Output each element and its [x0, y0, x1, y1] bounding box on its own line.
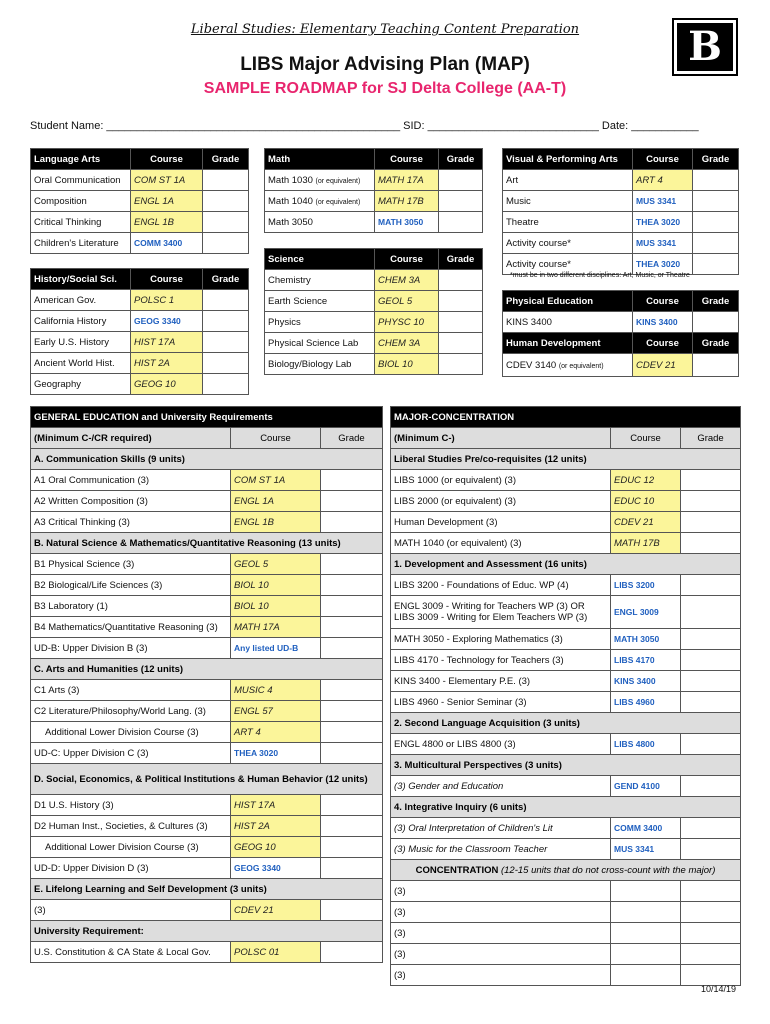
section-header: MAJOR-CONCENTRATION	[391, 407, 741, 428]
course-cell: THEA 3020	[633, 254, 693, 275]
section-header: GENERAL EDUCATION and University Requirements	[31, 407, 383, 428]
req-name	[265, 170, 375, 191]
req-name: Human Development (3)	[391, 512, 611, 533]
req-name: LIBS 1000 (or equivalent) (3)	[391, 470, 611, 491]
grade-cell[interactable]	[439, 170, 483, 191]
grade-cell[interactable]	[681, 902, 741, 923]
course-cell: COM ST 1A	[131, 170, 203, 191]
req-name: Geography	[31, 374, 131, 395]
col-header: Visual & Performing Arts	[503, 149, 633, 170]
page-title: LIBS Major Advising Plan (MAP)	[240, 54, 530, 75]
req-label: CDEV 3140	[506, 359, 557, 371]
course-cell: CHEM 3A	[375, 270, 439, 291]
req-name	[265, 191, 375, 212]
grade-cell[interactable]	[203, 374, 249, 395]
req-name: MATH 3050 - Exploring Mathematics (3)	[391, 629, 611, 650]
general-education-table	[30, 406, 383, 963]
course-cell: MUSIC 4	[231, 680, 321, 701]
grade-cell[interactable]	[681, 944, 741, 965]
course-cell: POLSC 1	[131, 290, 203, 311]
req-name: ENGL 4800 or LIBS 4800 (3)	[391, 734, 611, 755]
col-header: Grade	[693, 333, 739, 354]
grade-cell[interactable]	[321, 512, 383, 533]
course-cell[interactable]	[611, 965, 681, 986]
col-header: Grade	[321, 428, 383, 449]
grade-cell[interactable]	[681, 734, 741, 755]
req-label: Math 1030	[268, 174, 313, 186]
course-cell: GEOL 5	[375, 291, 439, 312]
concentration-heading	[391, 860, 741, 881]
req-name: Additional Lower Division Course (3)	[31, 722, 231, 743]
grade-cell[interactable]	[321, 554, 383, 575]
course-cell: HIST 17A	[131, 332, 203, 353]
course-cell: HIST 17A	[231, 795, 321, 816]
req-name	[391, 596, 611, 629]
course-cell: CDEV 21	[231, 900, 321, 921]
req-name: D1 U.S. History (3)	[31, 795, 231, 816]
grade-cell[interactable]	[203, 170, 249, 191]
footer-date: 10/14/19	[700, 984, 736, 994]
course-cell: MATH 17A	[231, 617, 321, 638]
course-cell[interactable]	[611, 881, 681, 902]
grade-cell[interactable]	[321, 816, 383, 837]
col-header: Course	[633, 291, 693, 312]
course-cell: MATH 3050	[611, 629, 681, 650]
course-cell: LIBS 4170	[611, 650, 681, 671]
req-name: Physics	[265, 312, 375, 333]
course-cell: MATH 17B	[611, 533, 681, 554]
course-cell: PHYSC 10	[375, 312, 439, 333]
course-cell: ART 4	[231, 722, 321, 743]
col-header: Math	[265, 149, 375, 170]
course-cell: ENGL 1A	[131, 191, 203, 212]
grade-cell[interactable]	[681, 491, 741, 512]
req-name: (3) Oral Interpretation of Children's Lit	[391, 818, 611, 839]
course-cell: MATH 3050	[375, 212, 439, 233]
course-cell[interactable]	[611, 902, 681, 923]
grade-cell[interactable]	[681, 575, 741, 596]
req-name: A3 Critical Thinking (3)	[31, 512, 231, 533]
course-cell: KINS 3400	[633, 312, 693, 333]
course-cell: ENGL 57	[231, 701, 321, 722]
course-cell: MUS 3341	[611, 839, 681, 860]
course-cell: ENGL 1A	[231, 491, 321, 512]
grade-cell[interactable]	[693, 312, 739, 333]
req-name: B2 Biological/Life Sciences (3)	[31, 575, 231, 596]
grade-cell[interactable]	[321, 638, 383, 659]
col-header: Grade	[681, 428, 741, 449]
req-name: Theatre	[503, 212, 633, 233]
section-heading: E. Lifelong Learning and Self Development (3 units)	[31, 879, 383, 900]
grade-cell[interactable]	[439, 212, 483, 233]
grade-cell[interactable]	[681, 470, 741, 491]
grade-cell[interactable]	[439, 270, 483, 291]
grade-cell[interactable]	[681, 533, 741, 554]
grade-cell[interactable]	[693, 212, 739, 233]
section-heading: A. Communication Skills (9 units)	[31, 449, 383, 470]
course-cell: HIST 2A	[131, 353, 203, 374]
req-name: Composition	[31, 191, 131, 212]
course-cell: ENGL 1B	[131, 212, 203, 233]
req-name: B1 Physical Science (3)	[31, 554, 231, 575]
pe-hd-table	[502, 290, 739, 377]
program-title: Liberal Studies: Elementary Teaching Content Preparation	[190, 22, 580, 37]
col-header: Science	[265, 249, 375, 270]
grade-cell[interactable]	[203, 212, 249, 233]
course-cell: LIBS 4800	[611, 734, 681, 755]
course-cell: LIBS 4960	[611, 692, 681, 713]
col-header: Physical Education	[503, 291, 633, 312]
course-cell: THEA 3020	[633, 212, 693, 233]
course-cell: Any listed UD-B	[231, 638, 321, 659]
req-name: U.S. Constitution & CA State & Local Gov.	[31, 942, 231, 963]
grade-cell[interactable]	[203, 353, 249, 374]
section-heading: 1. Development and Assessment (16 units)	[391, 554, 741, 575]
section-heading: University Requirement:	[31, 921, 383, 942]
logo-letter: B	[688, 23, 722, 70]
grade-cell[interactable]	[321, 900, 383, 921]
course-cell: EDUC 12	[611, 470, 681, 491]
min-label: (Minimum C-)	[391, 428, 611, 449]
section-heading: Liberal Studies Pre/co-requisites (12 units)	[391, 449, 741, 470]
req-name: Math 3050	[265, 212, 375, 233]
grade-cell[interactable]	[693, 233, 739, 254]
req-name: UD-D: Upper Division D (3)	[31, 858, 231, 879]
grade-cell[interactable]	[203, 332, 249, 353]
req-name: Additional Lower Division Course (3)	[31, 837, 231, 858]
req-name: (3)	[391, 944, 611, 965]
grade-cell[interactable]	[439, 191, 483, 212]
grade-cell[interactable]	[439, 291, 483, 312]
req-name: Early U.S. History	[31, 332, 131, 353]
page-subtitle: SAMPLE ROADMAP for SJ Delta College (AA-T)	[203, 80, 567, 97]
req-note: (or equivalent)	[558, 362, 604, 370]
section-heading: D. Social, Economics, & Political Institutions & Human Behavior (12 units)	[31, 764, 383, 795]
grade-cell[interactable]	[439, 354, 483, 375]
req-name	[503, 354, 633, 377]
req-name: LIBS 4960 - Senior Seminar (3)	[391, 692, 611, 713]
course-cell: COM ST 1A	[231, 470, 321, 491]
req-name: Activity course*	[503, 233, 633, 254]
req-line: ENGL 3009 - Writing for Teachers WP (3) OR	[394, 601, 585, 612]
req-name: Chemistry	[265, 270, 375, 291]
grade-cell[interactable]	[681, 818, 741, 839]
req-note: (or equivalent)	[315, 177, 361, 185]
vpa-note: *must be in two different disciplines: Art, Music, or Theatre	[510, 272, 690, 279]
course-cell: BIOL 10	[375, 354, 439, 375]
req-note: (or equivalent)	[315, 198, 361, 206]
col-header: Grade	[203, 149, 249, 170]
req-name: Children's Literature	[31, 233, 131, 254]
req-name: Oral Communication	[31, 170, 131, 191]
course-cell: BIOL 10	[231, 575, 321, 596]
req-name: Physical Science Lab	[265, 333, 375, 354]
course-cell: MUS 3341	[633, 233, 693, 254]
col-header: Grade	[203, 269, 249, 290]
col-header: Course	[611, 428, 681, 449]
course-cell: HIST 2A	[231, 816, 321, 837]
grade-cell[interactable]	[203, 191, 249, 212]
course-cell: ENGL 1B	[231, 512, 321, 533]
course-cell: MATH 17A	[375, 170, 439, 191]
grade-cell[interactable]	[681, 881, 741, 902]
section-heading: 2. Second Language Acquisition (3 units)	[391, 713, 741, 734]
req-name: C1 Arts (3)	[31, 680, 231, 701]
course-cell[interactable]	[611, 923, 681, 944]
grade-cell[interactable]	[321, 596, 383, 617]
grade-cell[interactable]	[693, 354, 739, 377]
grade-cell[interactable]	[681, 923, 741, 944]
req-name: A1 Oral Communication (3)	[31, 470, 231, 491]
student-info-line: Student Name: ________________________________________________ SID: ____________________________ Date: ___________	[30, 120, 699, 132]
req-name: California History	[31, 311, 131, 332]
req-name: UD-B: Upper Division B (3)	[31, 638, 231, 659]
course-cell: GEOG 10	[131, 374, 203, 395]
concentration-label: CONCENTRATION	[415, 864, 499, 876]
grade-cell[interactable]	[321, 722, 383, 743]
science-table	[264, 248, 483, 375]
course-cell: LIBS 3200	[611, 575, 681, 596]
major-concentration-table	[390, 406, 741, 986]
grade-cell[interactable]	[693, 191, 739, 212]
concentration-note: (12-15 units that do not cross-count with the major)	[500, 864, 716, 876]
course-cell: POLSC 01	[231, 942, 321, 963]
req-name: American Gov.	[31, 290, 131, 311]
min-label: (Minimum C-/CR required)	[31, 428, 231, 449]
col-header: Course	[375, 149, 439, 170]
req-name: LIBS 3200 - Foundations of Educ. WP (4)	[391, 575, 611, 596]
grade-cell[interactable]	[321, 680, 383, 701]
course-cell: THEA 3020	[231, 743, 321, 764]
grade-cell[interactable]	[681, 629, 741, 650]
req-name: Ancient World Hist.	[31, 353, 131, 374]
req-line: LIBS 3009 - Writing for Elem Teachers WP (3)	[394, 612, 588, 623]
req-name: (3) Music for the Classroom Teacher	[391, 839, 611, 860]
req-name: Art	[503, 170, 633, 191]
math-table	[264, 148, 483, 233]
grade-cell[interactable]	[203, 290, 249, 311]
course-cell[interactable]	[611, 944, 681, 965]
grade-cell[interactable]	[321, 617, 383, 638]
grade-cell[interactable]	[203, 233, 249, 254]
section-heading: 3. Multicultural Perspectives (3 units)	[391, 755, 741, 776]
col-header: History/Social Sci.	[31, 269, 131, 290]
grade-cell[interactable]	[203, 311, 249, 332]
course-cell: ENGL 3009	[611, 596, 681, 629]
col-header: Course	[131, 269, 203, 290]
grade-cell[interactable]	[321, 470, 383, 491]
req-name: Biology/Biology Lab	[265, 354, 375, 375]
grade-cell[interactable]	[321, 858, 383, 879]
course-cell: GEND 4100	[611, 776, 681, 797]
col-header: Grade	[693, 291, 739, 312]
grade-cell[interactable]	[681, 692, 741, 713]
grade-cell[interactable]	[321, 701, 383, 722]
col-header: Course	[231, 428, 321, 449]
col-header: Language Arts	[31, 149, 131, 170]
req-label: Math 1040	[268, 195, 313, 207]
req-name: LIBS 4170 - Technology for Teachers (3)	[391, 650, 611, 671]
col-header: Course	[375, 249, 439, 270]
section-heading: B. Natural Science & Mathematics/Quantitative Reasoning (13 units)	[31, 533, 383, 554]
grade-cell[interactable]	[321, 491, 383, 512]
req-name: (3) Gender and Education	[391, 776, 611, 797]
course-cell: MUS 3341	[633, 191, 693, 212]
req-name: Critical Thinking	[31, 212, 131, 233]
req-name: KINS 3400	[503, 312, 633, 333]
req-name: D2 Human Inst., Societies, & Cultures (3)	[31, 816, 231, 837]
grade-cell[interactable]	[693, 170, 739, 191]
col-header: Human Development	[503, 333, 633, 354]
section-heading: C. Arts and Humanities (12 units)	[31, 659, 383, 680]
course-cell: GEOG 10	[231, 837, 321, 858]
req-name: B3 Laboratory (1)	[31, 596, 231, 617]
grade-cell[interactable]	[681, 512, 741, 533]
grade-cell[interactable]	[681, 776, 741, 797]
req-name: (3)	[31, 900, 231, 921]
col-header: Grade	[439, 149, 483, 170]
col-header: Course	[633, 333, 693, 354]
req-name: A2 Written Composition (3)	[31, 491, 231, 512]
course-cell: GEOG 3340	[231, 858, 321, 879]
grade-cell[interactable]	[321, 575, 383, 596]
course-cell: GEOG 3340	[131, 311, 203, 332]
course-cell: KINS 3400	[611, 671, 681, 692]
grade-cell[interactable]	[681, 839, 741, 860]
req-name: C2 Literature/Philosophy/World Lang. (3)	[31, 701, 231, 722]
course-cell: EDUC 10	[611, 491, 681, 512]
req-name: UD-C: Upper Division C (3)	[31, 743, 231, 764]
req-name: (3)	[391, 923, 611, 944]
req-name: (3)	[391, 902, 611, 923]
course-cell: MATH 17B	[375, 191, 439, 212]
language-arts-table	[30, 148, 249, 254]
req-name: KINS 3400 - Elementary P.E. (3)	[391, 671, 611, 692]
grade-cell[interactable]	[681, 596, 741, 629]
col-header: Course	[131, 149, 203, 170]
req-name: (3)	[391, 965, 611, 986]
grade-cell[interactable]	[681, 965, 741, 986]
course-cell: ART 4	[633, 170, 693, 191]
course-cell: GEOL 5	[231, 554, 321, 575]
req-name: B4 Mathematics/Quantitative Reasoning (3)	[31, 617, 231, 638]
col-header: Course	[633, 149, 693, 170]
grade-cell[interactable]	[693, 254, 739, 275]
course-cell: CDEV 21	[611, 512, 681, 533]
grade-cell[interactable]	[321, 942, 383, 963]
req-name: Music	[503, 191, 633, 212]
req-name: LIBS 2000 (or equivalent) (3)	[391, 491, 611, 512]
grade-cell[interactable]	[681, 671, 741, 692]
req-name: MATH 1040 (or equivalent) (3)	[391, 533, 611, 554]
section-heading: 4. Integrative Inquiry (6 units)	[391, 797, 741, 818]
course-cell: CDEV 21	[633, 354, 693, 377]
grade-cell[interactable]	[321, 795, 383, 816]
course-cell: BIOL 10	[231, 596, 321, 617]
col-header: Grade	[439, 249, 483, 270]
course-cell: COMM 3400	[131, 233, 203, 254]
visual-performing-arts-table	[502, 148, 739, 275]
grade-cell[interactable]	[439, 312, 483, 333]
grade-cell[interactable]	[681, 650, 741, 671]
course-cell: COMM 3400	[611, 818, 681, 839]
grade-cell[interactable]	[321, 743, 383, 764]
course-cell: CHEM 3A	[375, 333, 439, 354]
col-header: Grade	[693, 149, 739, 170]
req-name: Activity course*	[503, 254, 633, 275]
req-name: Earth Science	[265, 291, 375, 312]
grade-cell[interactable]	[439, 333, 483, 354]
req-name: (3)	[391, 881, 611, 902]
grade-cell[interactable]	[321, 837, 383, 858]
history-table	[30, 268, 249, 395]
